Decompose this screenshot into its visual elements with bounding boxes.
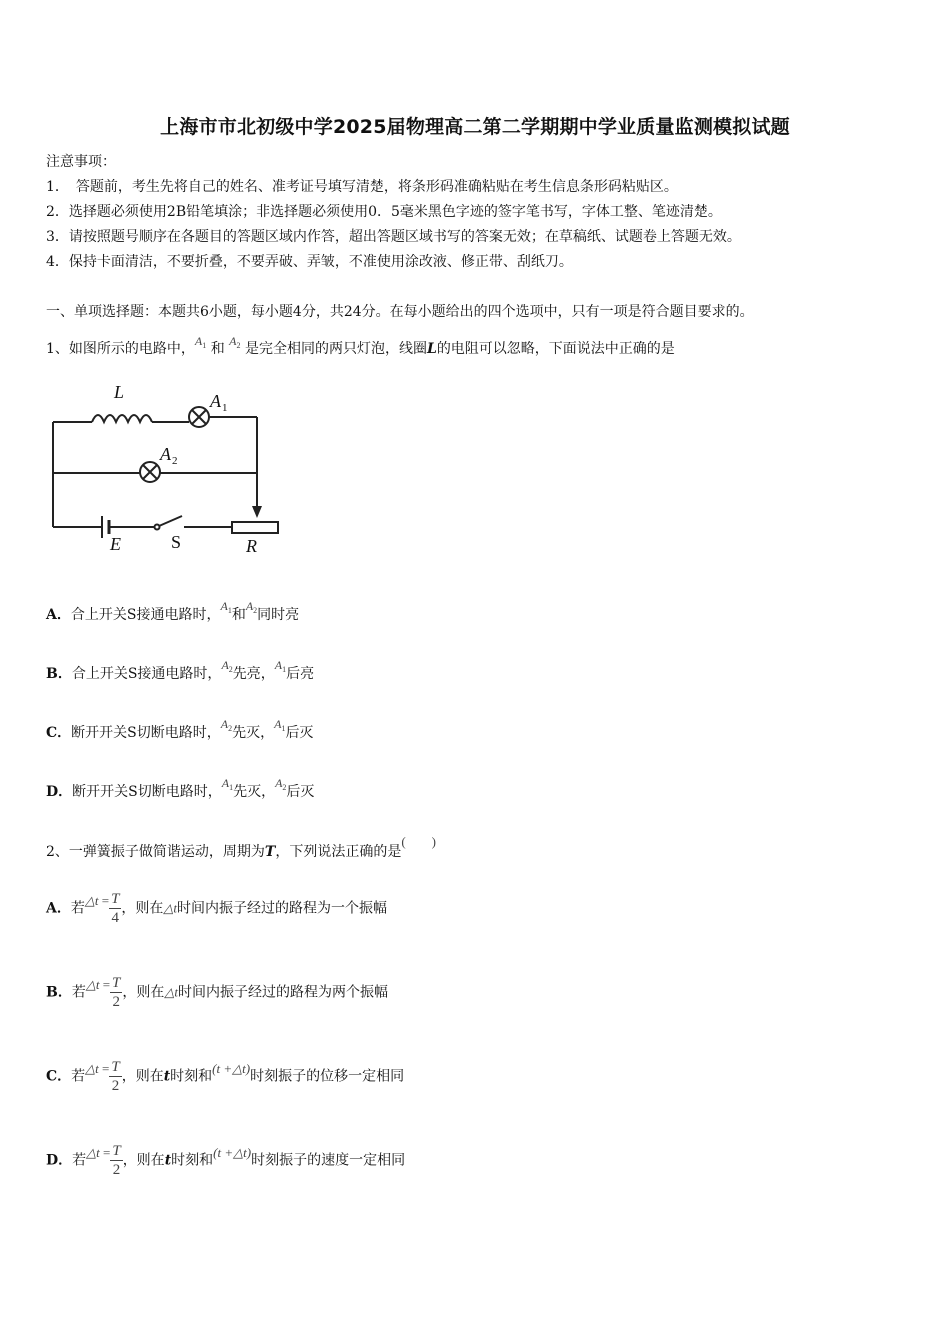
label-a2-sub: 2 (172, 455, 178, 467)
lamp-a1-symbol: $A_1$ (220, 599, 232, 615)
q2-stem: 2、一弹簧振子做简谐运动，周期为T，下列说法正确的是( ) (46, 834, 437, 860)
notice-item-4: 4．保持卡面清洁，不要折叠，不要弄破、弄皱，不准使用涂改液、修正带、刮纸刀。 (46, 254, 573, 270)
period-t-symbol: T (264, 844, 276, 860)
rheostat-slider-arrow (252, 506, 262, 518)
time-t-symbol: t (164, 1152, 172, 1169)
q2-option-d[interactable]: D．若△t = $\frac{T}{2}$ ，则在t时刻和(t +△t)时刻振子的速度一定相同 (46, 1143, 406, 1178)
inductor-coil (92, 415, 152, 422)
section-heading: 一、单项选择题：本题共6小题，每小题4分，共24分。在每小题给出的四个选项中，只有一项是符合题目要求的。 (46, 304, 754, 320)
notice-item-2: 2．选择题必须使用2B铅笔填涂；非选择题必须使用0．5毫米黑色字迹的签字笔书写，字体工整、笔迹清楚。 (46, 204, 722, 220)
circuit-diagram (44, 380, 284, 560)
lamp-a1-symbol: $A_1$ (194, 334, 207, 350)
delta-t-symbol: △t (163, 900, 178, 916)
lamp-a1-symbol: $A_1$ (221, 776, 234, 792)
delta-t-symbol: △t = (84, 892, 110, 908)
fraction-t-over-2: $\frac{T}{2}$ (112, 1143, 121, 1178)
q1-stem-pre: 1、如图所示的电路中， (46, 341, 195, 357)
label-a1: A (210, 391, 221, 411)
lamp-a1-symbol: $A_1$ (274, 717, 286, 733)
notice-item-1: 1． 答题前，考生先将自己的姓名、准考证号填写清楚，将条形码准确粘贴在考生信息条形码粘贴区。 (46, 179, 678, 195)
lamp-a2-symbol: $A_2$ (275, 776, 287, 792)
time-t-symbol: t (163, 1068, 171, 1085)
q1-stem-post1: 是完全相同的两只灯泡，线圈 (244, 341, 427, 357)
notice-item-3: 3．请按照题号顺序在各题目的答题区域内作答，超出答题区域书写的答案无效；在草稿纸、试题卷上答题无效。 (46, 229, 741, 245)
q1-stem-and: 和 (210, 341, 225, 357)
label-s: S (171, 532, 182, 552)
lamp-a2-symbol: $A_2$ (221, 658, 233, 674)
label-l: L (114, 382, 125, 402)
q1-stem (46, 334, 675, 363)
notice-heading: 注意事项： (46, 154, 116, 170)
label-r: R (246, 536, 257, 556)
label-a2: A (160, 444, 171, 464)
q2-option-a[interactable]: A．若△t = $\frac{T}{4}$ ，则在△t时间内振子经过的路程为一个振幅 (46, 891, 388, 926)
lamp-a2-symbol: $A_2$ (245, 599, 258, 615)
lamp-a2-symbol: $A_2$ (229, 334, 241, 350)
page-title: 上海市市北初级中学2025届物理高二第二学期期中学业质量监测模拟试题 (160, 116, 790, 138)
lamp-a2-symbol: $A_2$ (220, 717, 233, 733)
fraction-t-over-2: $\frac{T}{2}$ (111, 1059, 120, 1094)
switch-blade (159, 516, 182, 526)
label-e: E (110, 534, 121, 554)
q1-option-d[interactable]: D．断开开关S切断电路时，$A_1$先灭，$A_2$后灭 (46, 776, 315, 800)
q1-stem-post2: 的电阻可以忽略，下面说法中正确的是 (436, 341, 675, 357)
fraction-t-over-4: $\frac{T}{4}$ (111, 891, 120, 926)
delta-t-symbol: △t (164, 984, 178, 1000)
fraction-t-over-2: $\frac{T}{2}$ (112, 975, 121, 1010)
t-plus-delta-t: (t +△t) (212, 1060, 251, 1076)
delta-t-symbol: △t = (86, 1144, 111, 1160)
delta-t-symbol: △t = (85, 1060, 110, 1076)
t-plus-delta-t: (t +△t) (213, 1144, 252, 1160)
q2-option-b[interactable]: B．若△t = $\frac{T}{2}$ ，则在△t时间内振子经过的路程为两个振幅 (46, 975, 388, 1010)
delta-t-symbol: △t = (85, 976, 111, 992)
answer-paren: ( ) (401, 834, 437, 849)
coil-l-symbol: L (426, 341, 437, 357)
q2-option-c[interactable]: C．若△t = $\frac{T}{2}$ ，则在t时刻和(t +△t)时刻振子的位移一定相同 (46, 1059, 405, 1094)
rheostat (232, 522, 278, 533)
label-a1-sub: 1 (222, 402, 228, 414)
q1-option-a[interactable]: A．合上开关S接通电路时，$A_1$和$A_2$同时亮 (46, 599, 300, 623)
lamp-a1-symbol: $A_1$ (274, 658, 287, 674)
q1-option-c[interactable]: C．断开开关S切断电路时，$A_2$先灭，$A_1$后灭 (46, 717, 314, 741)
q1-option-b[interactable]: B．合上开关S接通电路时，$A_2$先亮，$A_1$后亮 (46, 658, 315, 682)
